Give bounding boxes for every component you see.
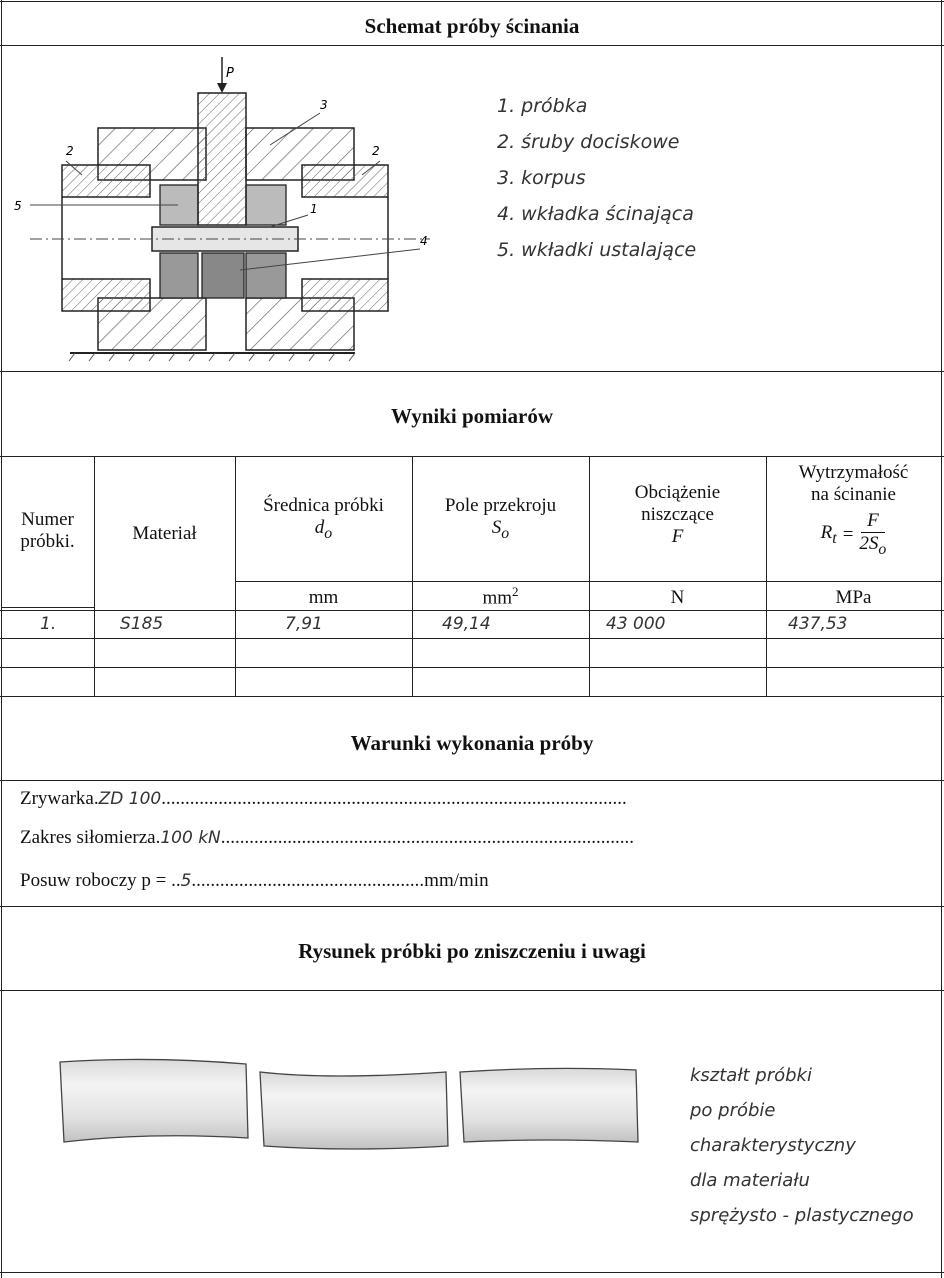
rule-row1-bottom — [0, 638, 944, 639]
shearing-insert — [198, 93, 246, 298]
rule-top — [0, 1, 944, 2]
cell-number: 1. — [40, 614, 57, 634]
section-title-results: Wyniki pomiarów — [391, 404, 553, 428]
rule-bottom — [0, 1272, 944, 1273]
legend-item: 3. korpus — [497, 167, 586, 189]
label-5: 5 — [14, 199, 22, 213]
col-header-diameter: Średnica próbki $d_o$ — [263, 495, 384, 542]
col-header-material: Materiał — [132, 523, 197, 544]
col-header-number: Numer próbki. — [20, 509, 75, 552]
fractured-specimen-drawing — [50, 1052, 650, 1162]
cell-strength: 437,53 — [788, 614, 848, 634]
strength-formula: $R_t$ = $\frac{F}{2S_o}$ — [820, 510, 887, 558]
table-col-divider-1 — [94, 456, 95, 696]
label-4: 4 — [420, 234, 428, 248]
condition-machine: Zrywarka.ZD 100.................................................................................................. — [20, 788, 627, 809]
label-1: 1 — [310, 202, 318, 216]
part-legend — [497, 88, 696, 268]
condition-feed-rate: Posuw roboczy p = ..5.................................................mm/min — [20, 870, 489, 891]
rule-table-bottom — [0, 696, 944, 697]
col-header-strength: Wytrzymałość na ścinanie $R_t$ = $\frac{F}{2S_o}$ — [766, 462, 941, 561]
cell-area: 49,14 — [442, 614, 491, 634]
unit-strength: MPa — [835, 587, 872, 608]
cell-load: 43 000 — [606, 614, 666, 634]
unit-load: N — [670, 587, 685, 608]
rule-units-bottom — [0, 610, 944, 611]
legend-item: 5. wkładki ustalające — [497, 239, 697, 261]
rule-after-title2 — [0, 456, 944, 457]
cell-diameter: 7,91 — [285, 614, 323, 634]
legend-item: 4. wkładka ścinająca — [497, 203, 694, 225]
rule-after-title3 — [0, 780, 944, 781]
specimen-remark: kształt próbki po próbie charakterystyczny dla materiału sprężysto - plastycznego — [690, 1065, 914, 1226]
shear-test-diagram — [10, 55, 460, 365]
rule-after-schema — [0, 371, 944, 372]
specimen-fragment-middle — [260, 1072, 448, 1149]
col-header-load: Obciążenie niszczące F — [634, 482, 721, 547]
cell-material: S185 — [120, 614, 164, 634]
label-force: P — [226, 66, 234, 81]
unit-area: $mm^2$ — [482, 584, 519, 609]
label-2-left: 2 — [66, 144, 74, 158]
rule-after-title1 — [0, 45, 944, 46]
specimen-fragment-left — [60, 1059, 248, 1142]
label-2-right: 2 — [372, 144, 380, 158]
label-3: 3 — [320, 98, 328, 112]
legend-item: 2. śruby dociskowe — [497, 131, 680, 153]
table-col-divider-2 — [235, 456, 236, 696]
frame-right-border — [941, 0, 942, 1278]
legend-item: 1. próbka — [497, 95, 588, 117]
frame-left-border — [1, 0, 2, 1278]
rule-units-left — [1, 607, 95, 608]
section-title-schema: Schemat próby ścinania — [364, 14, 580, 38]
rule-row2-bottom — [0, 667, 944, 668]
col-header-area: Pole przekroju $S_o$ — [444, 495, 557, 542]
condition-force-range: Zakres siłomierza.100 kN....................................................................................... — [20, 827, 635, 848]
section-title-conditions: Warunki wykonania próby — [350, 731, 594, 755]
rule-after-title4 — [0, 990, 944, 991]
table-col-divider-3 — [412, 456, 413, 696]
section-title-specimen-drawing: Rysunek próbki po zniszczeniu i uwagi — [298, 939, 646, 963]
unit-diameter: mm — [308, 587, 339, 608]
rule-after-conditions — [0, 906, 944, 907]
specimen-fragment-right — [460, 1068, 638, 1142]
